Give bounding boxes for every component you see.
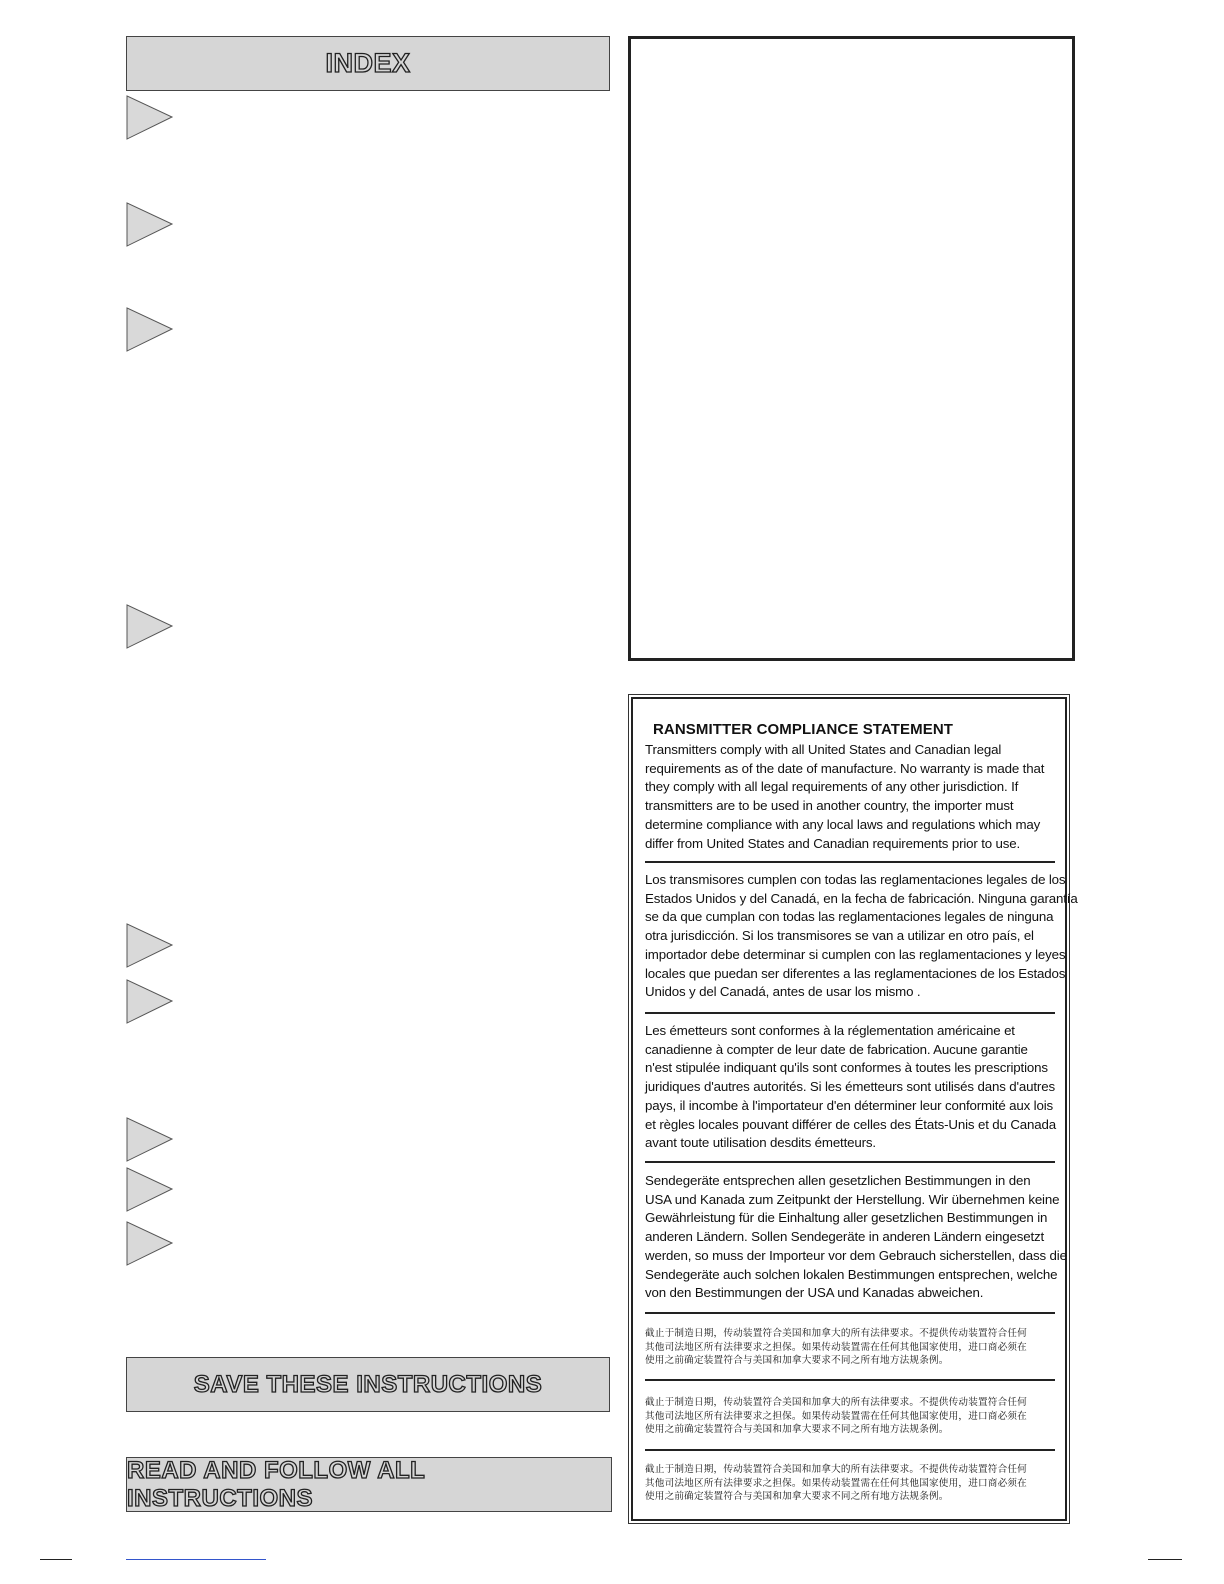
text-line: se da que cumplan con todas las reglamentaciones legales de ninguna bbox=[645, 909, 1054, 925]
text-line: 使用之前确定装置符合与美国和加拿大要求不同之所有地方法规条例。 bbox=[645, 1491, 949, 1503]
text-line: Gewährleistung für die Einhaltung aller gesetzlichen Bestimmungen in bbox=[645, 1210, 1048, 1226]
index-arrow-1 bbox=[126, 94, 174, 142]
text-line: Estados Unidos y del Canadá, en la fecha de fabricación. Ninguna garantía bbox=[645, 890, 1078, 906]
text-line: 使用之前确定装置符合与美国和加拿大要求不同之所有地方法规条例。 bbox=[645, 1355, 949, 1367]
compliance-spanish bbox=[645, 871, 1078, 1002]
text-line: 使用之前确定装置符合与美国和加拿大要求不同之所有地方法规条例。 bbox=[645, 1424, 949, 1436]
divider bbox=[645, 1012, 1055, 1014]
text-line: 截止于制造日期，传动装置符合美国和加拿大的所有法律要求。不提供传动装置符合任何 bbox=[645, 1464, 1027, 1475]
blank-frame bbox=[628, 36, 1075, 661]
text-line: Les émetteurs sont conformes à la réglementation américaine et bbox=[645, 1023, 1015, 1038]
read-instructions-banner bbox=[126, 1457, 612, 1512]
text-line: 截止于制造日期，传动装置符合美国和加拿大的所有法律要求。不提供传动装置符合任何 bbox=[645, 1397, 1027, 1408]
text-line: Unidos y del Canadá, antes de usar los mismo . bbox=[645, 984, 921, 1000]
text-line: 其他司法地区所有法律要求之担保。如果传动装置需在任何其他国家使用，进口商必须在 bbox=[645, 1410, 1027, 1422]
text-line: 其他司法地区所有法律要求之担保。如果传动装置需在任何其他国家使用，进口商必须在 bbox=[645, 1341, 1027, 1353]
text-line: USA und Kanada zum Zeitpunkt der Herstellung. Wir übernehmen keine bbox=[645, 1191, 1060, 1207]
compliance-inner-frame bbox=[631, 697, 1078, 1521]
divider bbox=[645, 861, 1055, 863]
text-line: importador debe determinar si cumplen con las reglamentaciones y leyes bbox=[645, 946, 1066, 962]
text-line: determine compliance with any local laws and regulations which may bbox=[645, 816, 1041, 832]
text-line: otra jurisdicción. Si los transmisores se van a utilizar en otro país, el bbox=[645, 928, 1034, 944]
divider bbox=[645, 1312, 1055, 1314]
footer-rule-right bbox=[1148, 1559, 1182, 1560]
text-line: locales que puedan ser diferentes a las reglamentaciones de los Estados bbox=[645, 965, 1066, 981]
compliance-english bbox=[645, 741, 1065, 853]
index-arrow-8 bbox=[126, 1166, 174, 1214]
index-arrow-5 bbox=[126, 922, 174, 970]
compliance-statement-box bbox=[628, 694, 1078, 1524]
compliance-chinese-1 bbox=[645, 1327, 1065, 1368]
text-line: canadienne à compter de leur date de fabrication. Aucune garantie bbox=[645, 1041, 1028, 1057]
text-line: they comply with all legal requirements of any other jurisdiction. If bbox=[645, 779, 1019, 795]
compliance-chinese-2 bbox=[645, 1396, 1065, 1437]
compliance-title: RANSMITTER COMPLIANCE STATEMENT bbox=[653, 721, 954, 738]
text-line: 其他司法地区所有法律要求之担保。如果传动装置需在任何其他国家使用，进口商必须在 bbox=[645, 1477, 1027, 1489]
text-line: differ from United States and Canadian requirements prior to use. bbox=[645, 835, 1021, 851]
text-line: requirements as of the date of manufacture. No warranty is made that bbox=[645, 760, 1045, 776]
footer-rule-left bbox=[40, 1559, 72, 1560]
read-instructions-text: READ AND FOLLOW ALL INSTRUCTIONS bbox=[127, 1456, 425, 1512]
text-line: anderen Ländern. Sollen Sendegeräte in anderen Ländern eingesetzt bbox=[645, 1229, 1045, 1245]
divider bbox=[645, 1449, 1055, 1451]
text-line: Transmitters comply with all United States and Canadian legal bbox=[645, 742, 1002, 757]
index-arrow-6 bbox=[126, 978, 174, 1026]
text-line: n'est stipulée indiquant qu'ils sont conformes à toutes les prescriptions bbox=[645, 1060, 1048, 1076]
index-arrow-7 bbox=[126, 1116, 174, 1164]
text-line: avant toute utilisation desdits émetteurs. bbox=[645, 1135, 876, 1151]
text-line: transmitters are to be used in another country, the importer must bbox=[645, 798, 1014, 814]
divider bbox=[645, 1379, 1055, 1381]
index-arrow-2 bbox=[126, 201, 174, 249]
text-line: Sendegeräte auch solchen lokalen Bestimmungen entsprechen, welche bbox=[645, 1266, 1058, 1282]
index-arrow-3 bbox=[126, 306, 174, 354]
text-line: Los transmisores cumplen con todas las reglamentaciones legales de los bbox=[645, 872, 1066, 887]
compliance-german bbox=[645, 1172, 1065, 1303]
footer-link-line bbox=[126, 1559, 266, 1560]
text-line: et règles locales pouvant différer de celles des États-Unis et du Canada bbox=[645, 1116, 1057, 1132]
compliance-french bbox=[645, 1022, 1065, 1153]
index-arrow-4 bbox=[126, 603, 174, 651]
text-line: 截止于制造日期，传动装置符合美国和加拿大的所有法律要求。不提供传动装置符合任何 bbox=[645, 1328, 1027, 1339]
text-line: Sendegeräte entsprechen allen gesetzlichen Bestimmungen in den bbox=[645, 1173, 1031, 1188]
save-instructions-text: SAVE THESE INSTRUCTIONS bbox=[193, 1370, 543, 1398]
compliance-chinese-3 bbox=[645, 1463, 1065, 1504]
text-line: von den Bestimmungen der USA und Kanadas abweichen. bbox=[645, 1285, 984, 1301]
index-title: INDEX bbox=[325, 48, 411, 78]
divider bbox=[645, 1161, 1055, 1163]
text-line: juridiques d'autres autorités. Si les émetteurs sont utilisés dans d'autres bbox=[645, 1079, 1055, 1095]
text-line: pays, il incombe à l'importateur d'en déterminer leur conformité aux lois bbox=[645, 1097, 1053, 1113]
save-instructions-banner bbox=[126, 1357, 610, 1412]
index-arrow-9 bbox=[126, 1220, 174, 1268]
text-line: werden, so muss der Importeur vor dem Gebrauch sicherstellen, dass die bbox=[645, 1247, 1067, 1263]
index-banner bbox=[126, 36, 610, 91]
